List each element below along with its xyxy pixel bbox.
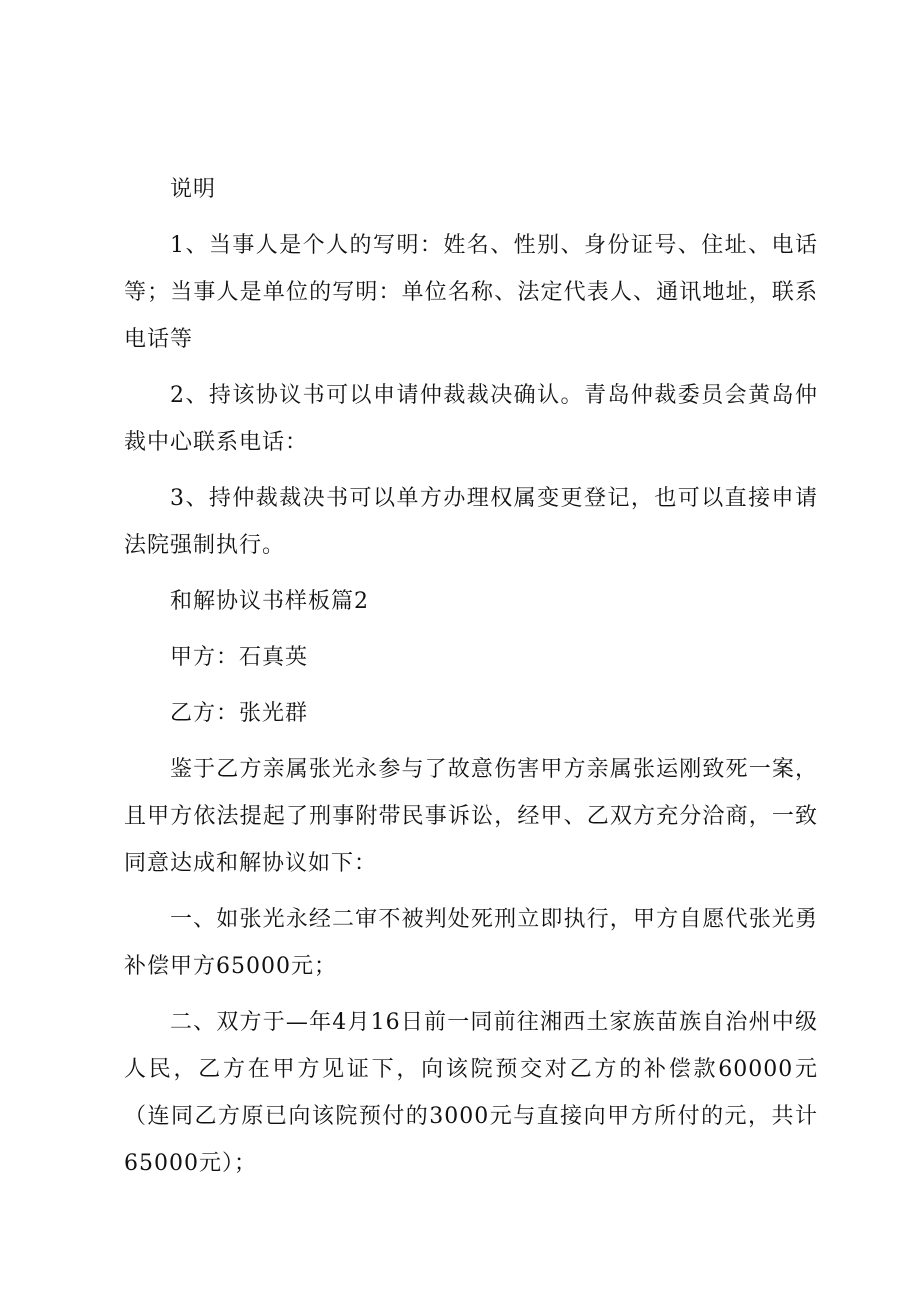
party-b: 乙方：张光群 bbox=[170, 701, 309, 726]
party-a: 甲方：石真英 bbox=[170, 645, 309, 670]
clause-2: 二、双方于—年4月16日前一同前往湘西土家族苗族自治州中级人民，乙方在甲方见证下，向该院预交对乙方的补偿款60000元（连同乙方原已向该院预付的3000元与直接向甲方所付的元，共计65000元）； bbox=[124, 1010, 818, 1176]
document-body bbox=[124, 166, 818, 1196]
preamble-paragraph: 鉴于乙方亲属张光永参与了故意伤害甲方亲属张运刚致死一案，且甲方依法提起了刑事附带民事诉讼，经甲、乙双方充分洽商，一致同意达成和解协议如下： bbox=[124, 757, 818, 876]
note-item-1: 1、当事人是个人的写明：姓名、性别、身份证号、住址、电话等；当事人是单位的写明：单位名称、法定代表人、通讯地址，联系电话等 bbox=[124, 233, 818, 352]
note-item-2: 2、持该协议书可以申请仲裁裁决确认。青岛仲裁委员会黄岛仲裁中心联系电话： bbox=[124, 383, 818, 455]
heading-notes: 说明 bbox=[170, 177, 217, 202]
note-item-3: 3、持仲裁裁决书可以单方办理权属变更登记，也可以直接申请法院强制执行。 bbox=[124, 486, 818, 558]
clause-1: 一、如张光永经二审不被判处死刑立即执行，甲方自愿代张光勇补偿甲方65000元； bbox=[124, 907, 818, 979]
section-title: 和解协议书样板篇2 bbox=[170, 589, 369, 614]
